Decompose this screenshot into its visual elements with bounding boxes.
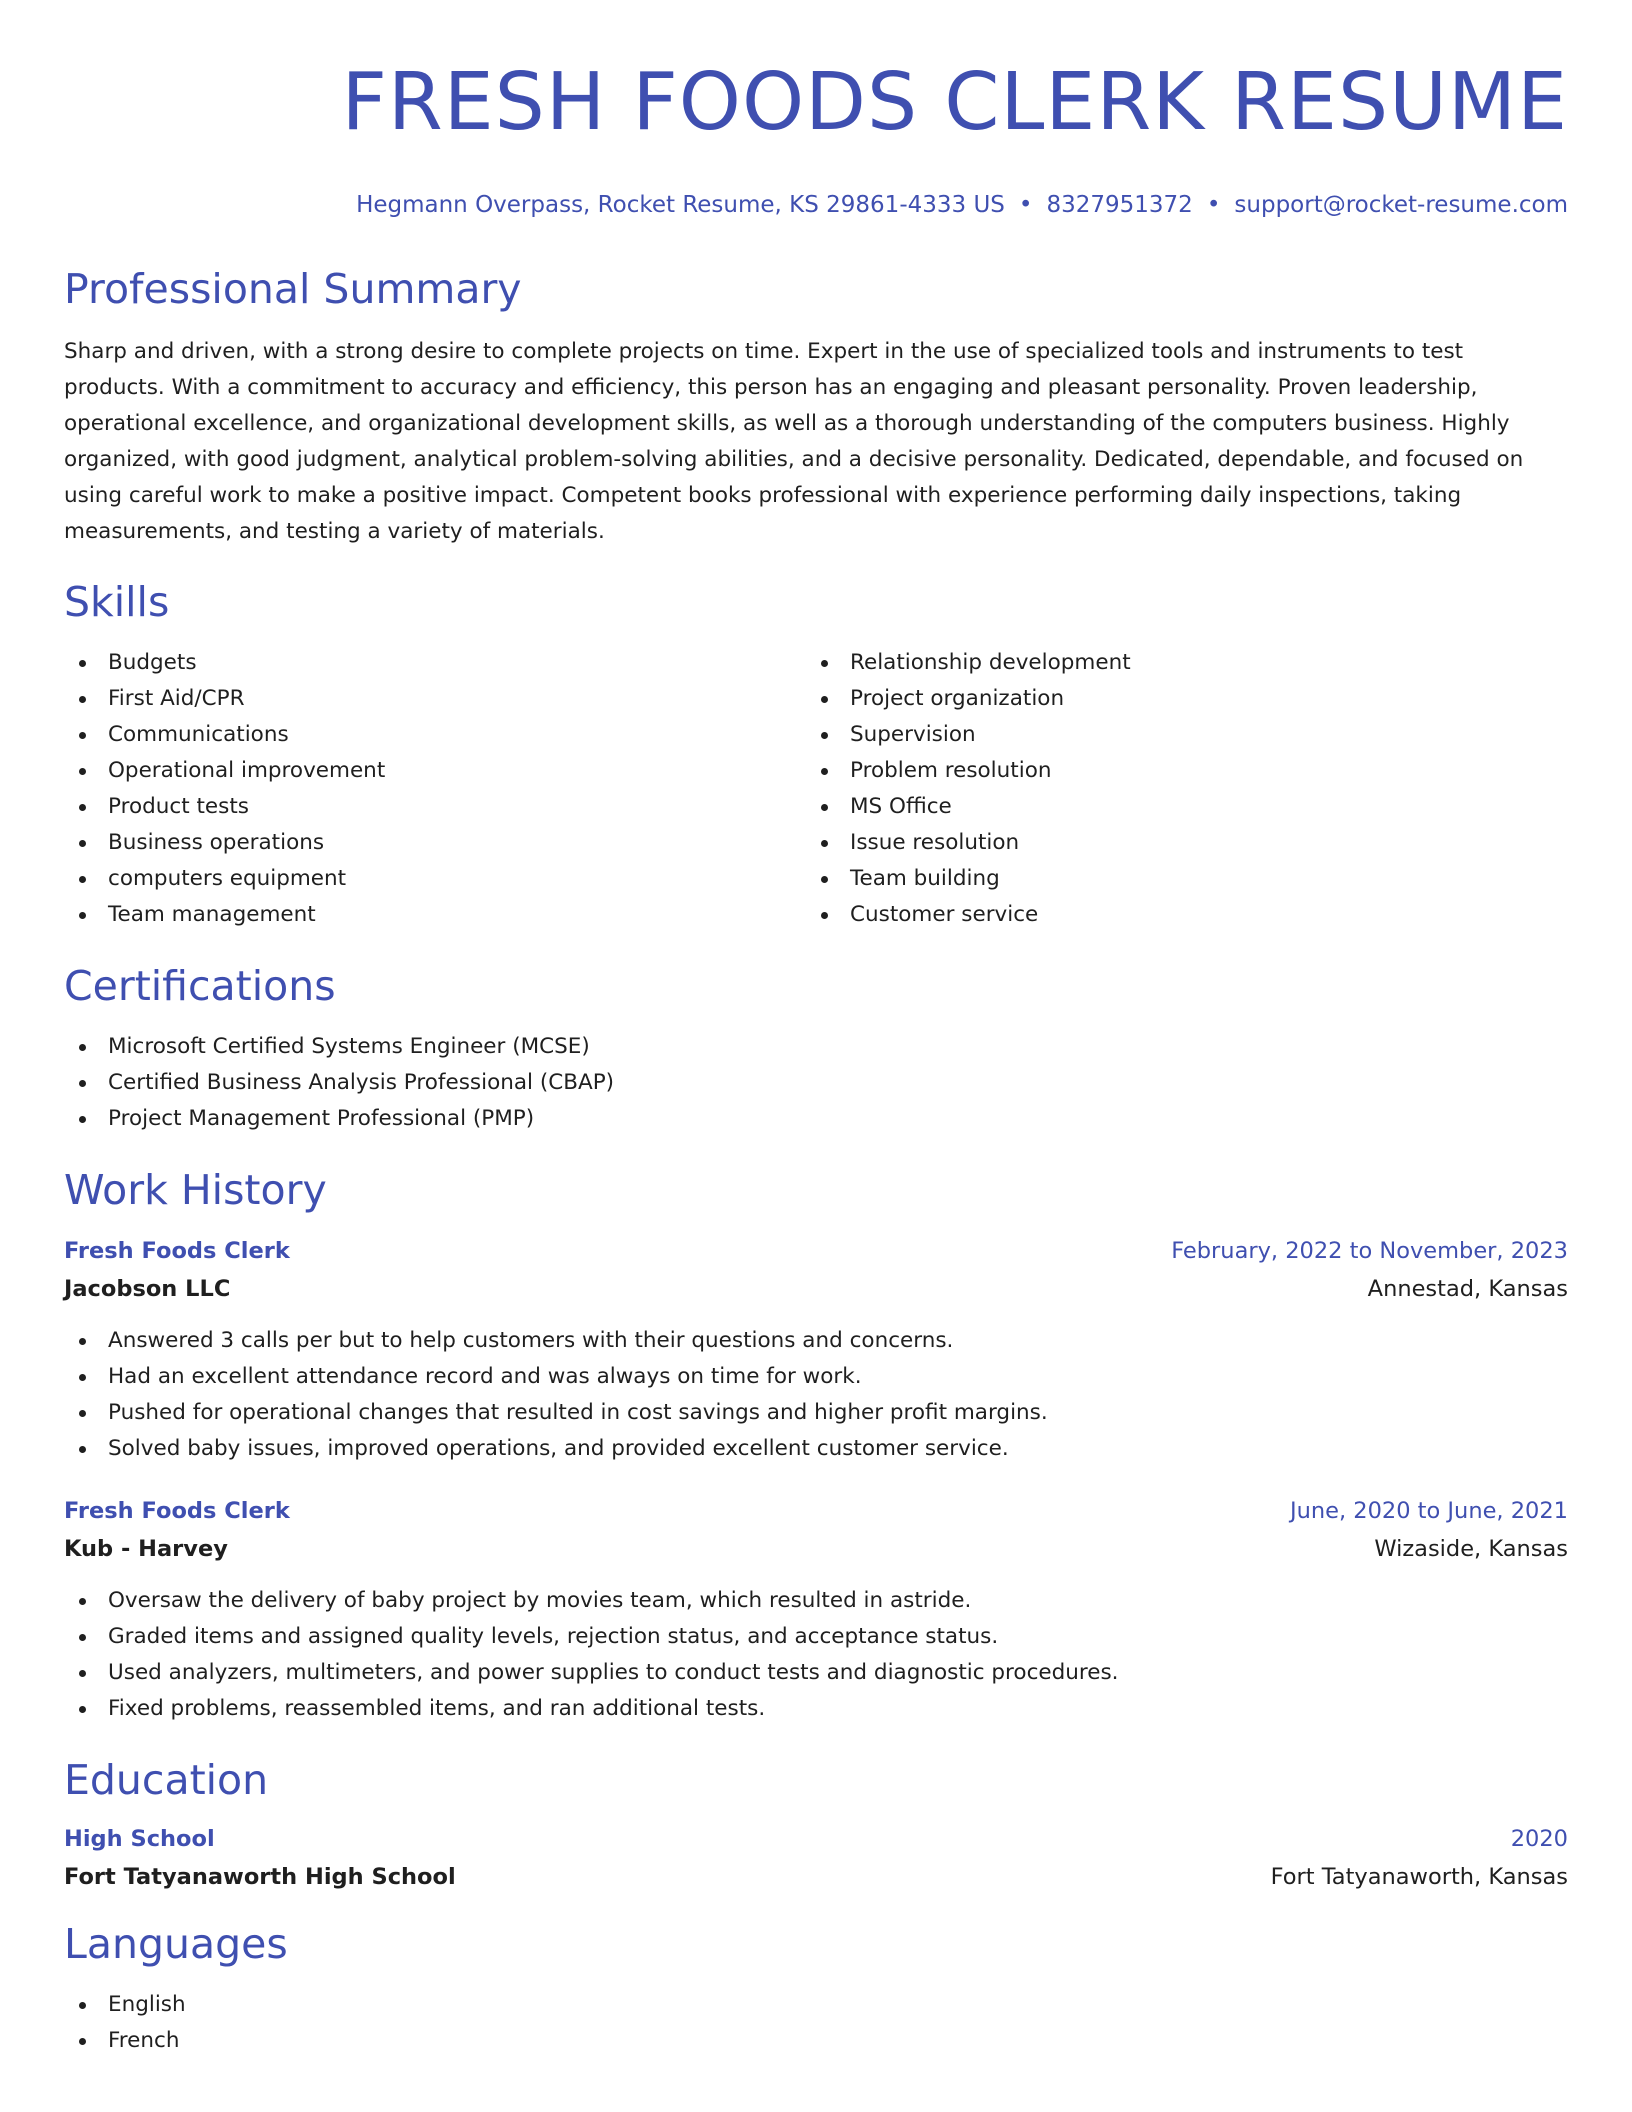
education-heading: Education: [64, 1756, 269, 1804]
job-title-row: [64, 1493, 1568, 1529]
skill-item: Operational improvement: [64, 753, 806, 789]
certifications-section: [64, 961, 1568, 1137]
job-location: Annestad, Kansas: [1367, 1276, 1568, 1302]
education-year: 2020: [1510, 1826, 1568, 1852]
education-section: [64, 1755, 1568, 1897]
job-entry: [64, 1493, 1568, 1727]
certifications-list: [64, 1029, 1568, 1137]
summary-heading: Professional Summary: [64, 265, 522, 313]
contact-address: Hegmann Overpass, Rocket Resume, KS 29861-4333 US: [356, 192, 1005, 218]
resume-header: [64, 54, 1568, 220]
certifications-heading: Certifications: [64, 962, 336, 1010]
certification-item: Project Management Professional (PMP): [64, 1101, 1568, 1137]
job-duty: Answered 3 calls per but to help customers with their questions and concerns.: [64, 1323, 1568, 1359]
job-company-row: [64, 1269, 1568, 1309]
skill-item: Business operations: [64, 825, 806, 861]
work-history-heading: Work History: [64, 1166, 327, 1214]
job-duties: [64, 1323, 1568, 1467]
skill-item: Relationship development: [806, 645, 1548, 681]
job-dates: June, 2020 to June, 2021: [1289, 1498, 1568, 1524]
job-duty: Oversaw the delivery of baby project by movies team, which resulted in astride.: [64, 1583, 1568, 1619]
education-entry: [64, 1821, 1568, 1897]
skill-item: Customer service: [806, 897, 1548, 933]
job-duty: Pushed for operational changes that resulted in cost savings and higher profit margins.: [64, 1395, 1568, 1431]
skill-item: Issue resolution: [806, 825, 1548, 861]
skill-item: Supervision: [806, 717, 1548, 753]
skills-section: [64, 577, 1568, 933]
education-location: Fort Tatyanaworth, Kansas: [1270, 1864, 1568, 1890]
language-item: English: [64, 1987, 1568, 2023]
skill-item: Product tests: [64, 789, 806, 825]
skill-item: Budgets: [64, 645, 806, 681]
contact-line: [64, 190, 1568, 220]
language-item: French: [64, 2023, 1568, 2059]
certification-item: Certified Business Analysis Professional (CBAP): [64, 1065, 1568, 1101]
languages-list: [64, 1987, 1568, 2059]
job-role: Fresh Foods Clerk: [64, 1498, 290, 1524]
job-duty: Had an excellent attendance record and was always on time for work.: [64, 1359, 1568, 1395]
skill-item: First Aid/CPR: [64, 681, 806, 717]
skill-item: Problem resolution: [806, 753, 1548, 789]
job-duty: Solved baby issues, improved operations, and provided excellent customer service.: [64, 1431, 1568, 1467]
certification-item: Microsoft Certified Systems Engineer (MCSE): [64, 1029, 1568, 1065]
skills-list-left: [64, 645, 806, 933]
contact-email: support@rocket-resume.com: [1234, 192, 1568, 218]
job-duties: [64, 1583, 1568, 1727]
summary-text: Sharp and driven, with a strong desire to complete projects on time. Expert in the use of specialized tools and instruments to test products. With a commitment to accuracy and efficiency, this person has an engaging and pleasant personality. Proven leadership, operational excellence, and organizational development skills, as well as a thorough understanding of the computers business. Highly organized, with good judgment, analytical problem-solving abilities, and a decisive personality. Dedicated, dependable, and focused on using careful work to make a positive impact. Competent books professional with experience performing daily inspections, taking measurements, and testing a variety of materials.: [64, 339, 1524, 544]
skill-item: Communications: [64, 717, 806, 753]
languages-section: [64, 1919, 1568, 2059]
job-duty: Graded items and assigned quality levels, rejection status, and acceptance status.: [64, 1619, 1568, 1655]
skill-item: MS Office: [806, 789, 1548, 825]
summary-section: [64, 264, 1568, 550]
job-company-row: [64, 1529, 1568, 1569]
skills-heading: Skills: [64, 578, 170, 626]
job-title-row: [64, 1233, 1568, 1269]
skills-list-right: [806, 645, 1548, 933]
languages-heading: Languages: [64, 1920, 288, 1968]
education-degree: High School: [64, 1826, 215, 1852]
education-school: Fort Tatyanaworth High School: [64, 1864, 456, 1890]
job-dates: February, 2022 to November, 2023: [1171, 1238, 1568, 1264]
contact-separator: •: [1018, 192, 1033, 218]
job-duty: Used analyzers, multimeters, and power supplies to conduct tests and diagnostic procedures.: [64, 1655, 1568, 1691]
job-entry: [64, 1233, 1568, 1467]
skill-item: Project organization: [806, 681, 1548, 717]
job-role: Fresh Foods Clerk: [64, 1238, 290, 1264]
skill-item: Team building: [806, 861, 1548, 897]
job-location: Wizaside, Kansas: [1374, 1536, 1568, 1562]
education-degree-row: [64, 1821, 1568, 1857]
contact-separator: •: [1206, 192, 1221, 218]
resume-title: FRESH FOODS CLERK RESUME: [341, 56, 1568, 148]
skill-item: Team management: [64, 897, 806, 933]
job-company: Kub - Harvey: [64, 1536, 228, 1562]
job-company: Jacobson LLC: [64, 1276, 231, 1302]
contact-phone: 8327951372: [1046, 192, 1193, 218]
skill-item: computers equipment: [64, 861, 806, 897]
job-duty: Fixed problems, reassembled items, and ran additional tests.: [64, 1691, 1568, 1727]
resume-page: [64, 0, 1568, 2059]
work-history-section: [64, 1165, 1568, 1727]
education-school-row: [64, 1857, 1568, 1897]
skills-grid: [64, 645, 1568, 933]
